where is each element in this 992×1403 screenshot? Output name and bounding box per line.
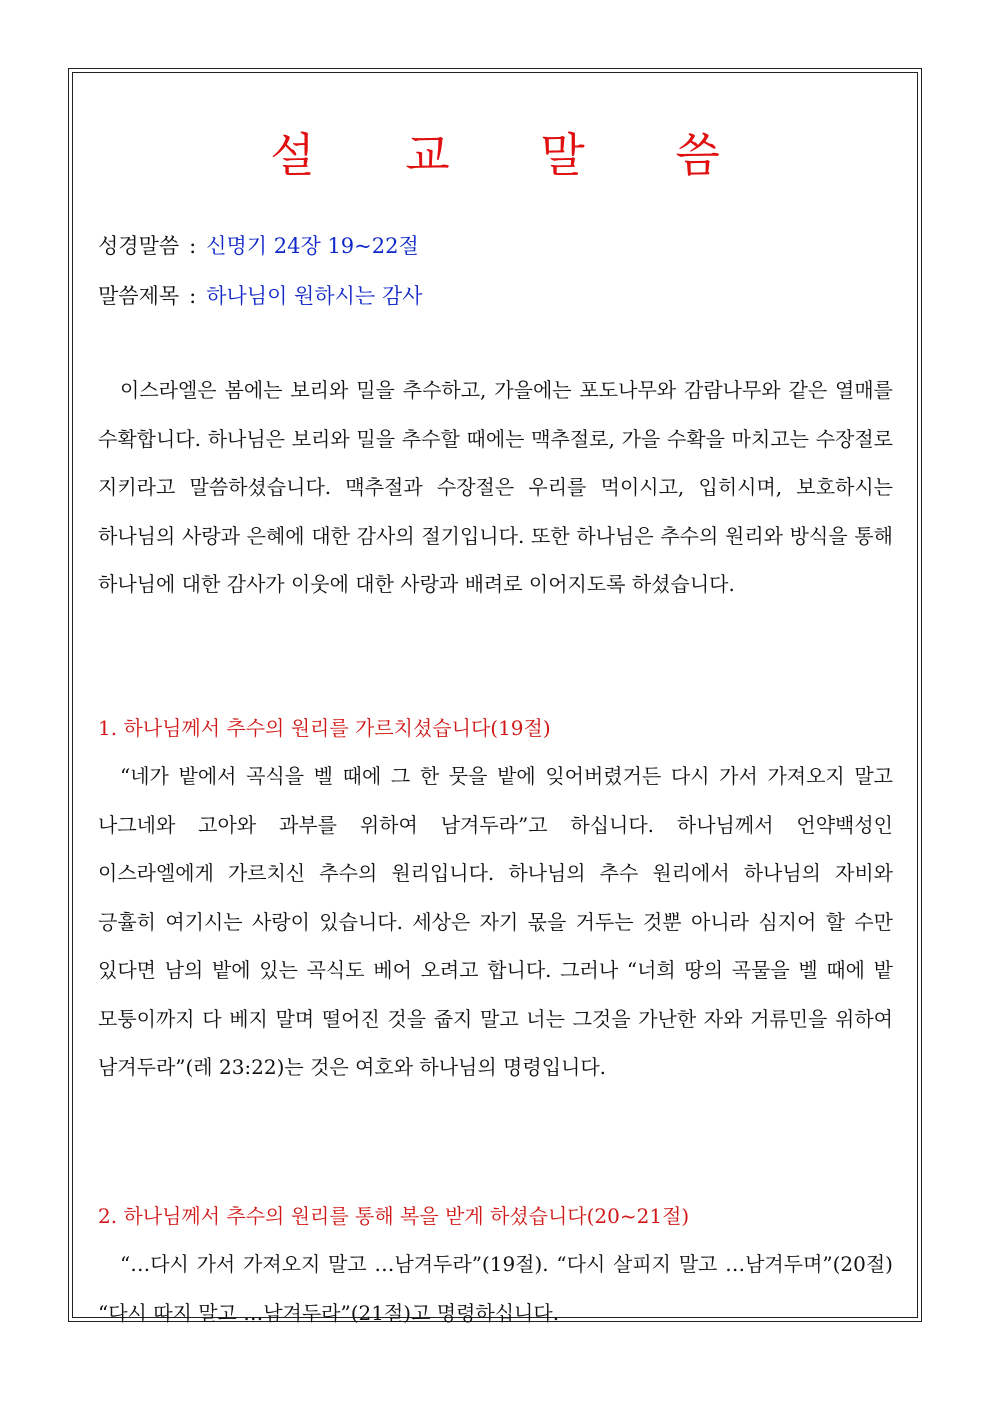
intro-paragraph: 이스라엘은 봄에는 보리와 밀을 추수하고, 가을에는 포도나무와 감람나무와 같은 열매를 수확합니다. 하나님은 보리와 밀을 추수할 때에는 맥추절로, 가을 수확을 마치고는 수장절로 지키라고 말씀하셨습니다. 맥추절과 수장절은 우리를 먹이시고, 입히시며, 보호하시는 하나님의 사랑과 은혜에 대한 감사의 절기입니다. 또한 하나님은 추수의 원리와 방식을 통해 하나님에 대한 감사가 이웃에 대한 사랑과 배려로 이어지도록 하셨습니다. bbox=[98, 378, 893, 596]
section-2-heading: 2. 하나님께서 추수의 원리를 통해 복을 받게 하셨습니다(20~21절) bbox=[98, 1204, 690, 1228]
sermon-title-line bbox=[98, 281, 892, 311]
scripture-reference: 신명기 24장 19~22절 bbox=[206, 234, 419, 258]
scripture-label: 성경말씀 bbox=[98, 234, 180, 258]
section-2-paragraph: “…다시 가서 가져오지 말고 …남겨두라”(19절). “다시 살피지 말고 …남겨두며”(20절) “다시 따지 말고 …남겨두라”(21절)고 명령하십니다. bbox=[98, 1252, 893, 1325]
sermon-title-value: 하나님이 원하시는 감사 bbox=[206, 284, 423, 308]
section-1-heading: 1. 하나님께서 추수의 원리를 가르치셨습니다(19절) bbox=[98, 716, 551, 740]
intro-paragraph-block bbox=[98, 366, 893, 609]
section-2-body bbox=[98, 1240, 893, 1337]
section-1-body bbox=[98, 752, 893, 1092]
scripture-separator: : bbox=[189, 234, 197, 258]
page-border-inner bbox=[72, 72, 918, 1325]
page-title: 설 교 말 씀 bbox=[270, 128, 758, 182]
scripture-line bbox=[98, 231, 892, 261]
sermon-title-separator: : bbox=[189, 284, 197, 308]
page-border-outer bbox=[68, 68, 922, 1325]
section-1-paragraph: “네가 밭에서 곡식을 벨 때에 그 한 뭇을 밭에 잊어버렸거든 다시 가서 가져오지 말고 나그네와 고아와 과부를 위하여 남겨두라”고 하십니다. 하나님께서 언약백성인 이스라엘에게 가르치신 추수의 원리입니다. 하나님의 추수 원리에서 하나님의 자비와 긍휼히 여기시는 사랑이 있습니다. 세상은 자기 몫을 거두는 것뿐 아니라 심지어 할 수만 있다면 남의 밭에 있는 곡식도 베어 오려고 합니다. 그러나 “너희 땅의 곡물을 벨 때에 밭 모퉁이까지 다 베지 말며 떨어진 것을 줍지 말고 너는 그것을 가난한 자와 거류민을 위하여 남겨두라”(레 23:22)는 것은 여호와 하나님의 명령입니다. bbox=[98, 764, 893, 1079]
sermon-title-label: 말씀제목 bbox=[98, 284, 180, 308]
